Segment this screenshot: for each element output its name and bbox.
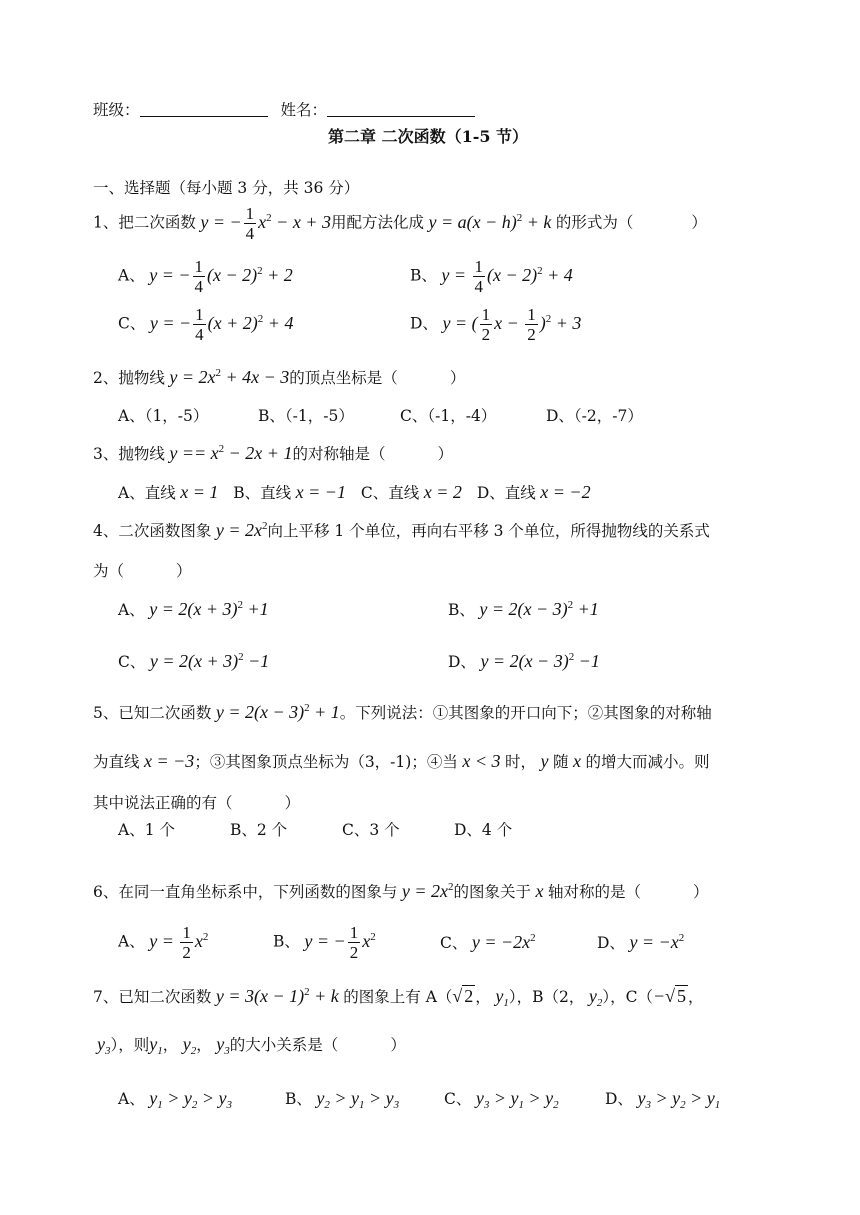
q3-option-d[interactable]: D、直线 x = −2: [476, 482, 591, 502]
q1-mid: 用配方法化成: [330, 213, 424, 232]
q4-option-c[interactable]: C、 $y = 2(x + 3)^2 -1$: [118, 651, 270, 671]
q1-close: ）: [691, 213, 707, 232]
q7-option-b[interactable]: B、 $y_2 > y_1 > y_3$: [285, 1088, 400, 1111]
q5-option-a[interactable]: A、1 个: [118, 821, 175, 839]
q3-option-a[interactable]: A、直线 x = 1: [118, 482, 219, 502]
question-7: 7、已知二次函数 $y = 3(x - 1)^2 + k$ 的图象上有 A（√ 2 ， $y_1$），B（2， $y_2$），C（−√ 5 ，: [93, 986, 704, 1009]
q4-option-a[interactable]: A、 $y = 2(x + 3)^2 +1$: [118, 599, 269, 619]
q7-option-a[interactable]: A、 $y_1 > y_2 > y_3$: [118, 1088, 232, 1111]
class-label: 班级：: [93, 101, 140, 119]
q1-vertex-form: $y = a(x - h)^2 + k$: [423, 211, 556, 232]
name-label: 姓名：: [280, 101, 327, 119]
q6-option-c[interactable]: C、 $y = -2x^2$: [440, 932, 536, 952]
q3-option-c[interactable]: C、直线 x = 2: [360, 482, 462, 502]
q1-option-d[interactable]: D、 y = ( $\frac{1}{2}$ x − $\frac{1}{2}$ )$^2$ + 3: [410, 305, 582, 344]
section-heading: 一、选择题（每小题 3 分，共 36 分）: [93, 179, 360, 197]
q1-function: y = − $\frac{1}{4}$ $x^2 - x + 3$: [195, 204, 331, 243]
question-4: 4、二次函数图象 $y = 2x^2$向上平移 1 个单位，再向右平移 3 个单位，所得抛物线的关系式: [93, 520, 710, 540]
question-5-line2: 为直线 x = −3；③其图象顶点坐标为（3，-1)；④当 x < 3 时， y 随 x 的增大而减小。则: [93, 751, 710, 771]
name-blank[interactable]: [327, 102, 475, 117]
page-title: 第二章 二次函数（1-5 节）: [328, 127, 529, 146]
q3-option-b[interactable]: B、直线 x = −1: [233, 482, 346, 502]
q2-option-d[interactable]: D、（-2，-7）: [546, 407, 643, 425]
question-6: 6、在同一直角坐标系中，下列函数的图象与 $y = 2x^2$的图象关于 x 轴对称的是（ ）: [93, 881, 709, 901]
q6-option-d[interactable]: D、 $y = -x^2$: [597, 932, 685, 952]
q1-option-b[interactable]: B、 y = $\frac{1}{4}$ $(x - 2)^2 + 4$: [410, 257, 573, 296]
class-blank[interactable]: [140, 102, 268, 117]
q5-option-c[interactable]: C、3 个: [342, 821, 400, 839]
q1-post: 的形式为（: [555, 213, 634, 232]
question-3: 3、抛物线 $y == x^2 - 2x + 1$的对称轴是（ ）: [93, 443, 453, 463]
header-line: [93, 98, 475, 120]
q4-option-b[interactable]: B、 $y = 2(x - 3)^2 +1$: [448, 599, 599, 619]
q7-option-c[interactable]: C、 $y_3 > y_1 > y_2$: [444, 1088, 559, 1111]
q1-option-a[interactable]: A、 y = − $\frac{1}{4}$ $(x - 2)^2 + 2$: [118, 257, 293, 296]
question-2: 2、抛物线 $y = 2x^2 + 4x - 3$的顶点坐标是（ ）: [93, 367, 466, 387]
question-4-line2: 为（ ）: [93, 562, 192, 580]
q4-option-d[interactable]: D、 $y = 2(x - 3)^2 -1$: [448, 651, 600, 671]
q2-option-a[interactable]: A、（1，-5）: [118, 407, 209, 425]
q6-option-a[interactable]: A、 y = $\frac{1}{2}$ $x^2$: [118, 923, 209, 962]
q2-option-b[interactable]: B、（-1，-5）: [258, 407, 354, 425]
question-5: 5、已知二次函数 $y = 2(x - 3)^2 + 1$。下列说法：①其图象的开口向下；②其图象的对称轴: [93, 702, 712, 722]
q1-option-c[interactable]: C、 y = − $\frac{1}{4}$ $(x + 2)^2 + 4$: [118, 305, 294, 344]
question-1: [93, 205, 707, 242]
q5-option-d[interactable]: D、4 个: [454, 821, 513, 839]
question-7-line2: $y_3$），则$y_1$， $y_2$， $y_3$的大小关系是（ ）: [97, 1034, 406, 1057]
q2-option-c[interactable]: C、（-1，-4）: [400, 407, 497, 425]
q3-options: [118, 481, 591, 503]
question-5-line3: 其中说法正确的有（ ）: [93, 794, 301, 812]
q5-option-b[interactable]: B、2 个: [230, 821, 288, 839]
q1-pre: 1、把二次函数: [93, 213, 196, 232]
q6-option-b[interactable]: B、 y = − $\frac{1}{2}$ $x^2$: [273, 923, 376, 962]
q7-option-d[interactable]: D、 $y_3 > y_2 > y_1$: [605, 1088, 721, 1111]
